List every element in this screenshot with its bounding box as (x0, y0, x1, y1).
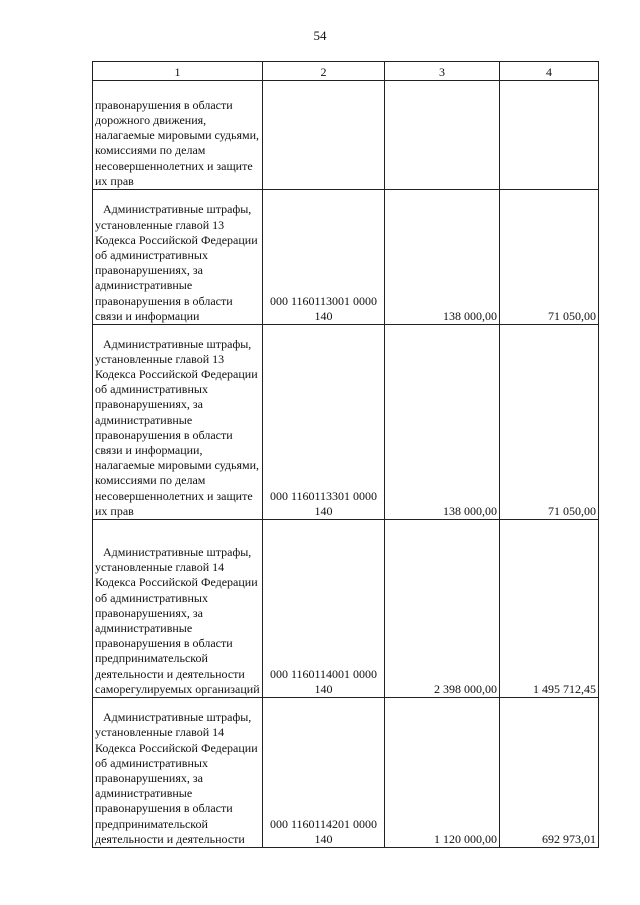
row-planned-amount: 138 000,00 (385, 190, 500, 325)
row-description: правонарушения в области дорожного движения, налагаемые мировыми судьями, комиссиями по делам несовершеннолетних и защите их прав (93, 81, 263, 190)
row-code: 000 1160113001 0000 140 (263, 190, 385, 325)
row-code: 000 1160114001 0000 140 (263, 520, 385, 698)
page-number: 54 (313, 28, 327, 43)
row-description: Административные штрафы, установленные главой 13 Кодекса Российской Федерации об административных правонарушениях, за административные правонарушения в области связи и информации (93, 190, 263, 325)
row-description: Административные штрафы, установленные главой 13 Кодекса Российской Федерации об административных правонарушениях, за административные правонарушения в области связи и информации, налагаемые мировыми судьями, комиссиями по делам несовершеннолетних и защите их прав (93, 325, 263, 520)
budget-table (92, 61, 599, 848)
row-planned-amount: 2 398 000,00 (385, 520, 500, 698)
table-row (93, 698, 599, 848)
row-actual-amount (500, 81, 599, 190)
row-description: Административные штрафы, установленные главой 14 Кодекса Российской Федерации об административных правонарушениях, за административные правонарушения в области предпринимательской деятельности и деятельности (93, 698, 263, 848)
table-row (93, 325, 599, 520)
row-actual-amount: 1 495 712,45 (500, 520, 599, 698)
table-row (93, 520, 599, 698)
column-header-4: 4 (500, 62, 599, 81)
column-header-3: 3 (385, 62, 500, 81)
row-planned-amount: 1 120 000,00 (385, 698, 500, 848)
table-row (93, 81, 599, 190)
row-planned-amount (385, 81, 500, 190)
row-actual-amount: 71 050,00 (500, 325, 599, 520)
row-planned-amount: 138 000,00 (385, 325, 500, 520)
row-actual-amount: 692 973,01 (500, 698, 599, 848)
row-code: 000 1160113301 0000 140 (263, 325, 385, 520)
row-code: 000 1160114201 0000 140 (263, 698, 385, 848)
column-header-1: 1 (93, 62, 263, 81)
table-row (93, 190, 599, 325)
table-header-row (93, 62, 599, 81)
column-header-2: 2 (263, 62, 385, 81)
row-code (263, 81, 385, 190)
row-description: Административные штрафы, установленные главой 14 Кодекса Российской Федерации об административных правонарушениях, за административные правонарушения в области предпринимательской деятельности и деятельности саморегулируемых организаций (93, 520, 263, 698)
row-actual-amount: 71 050,00 (500, 190, 599, 325)
